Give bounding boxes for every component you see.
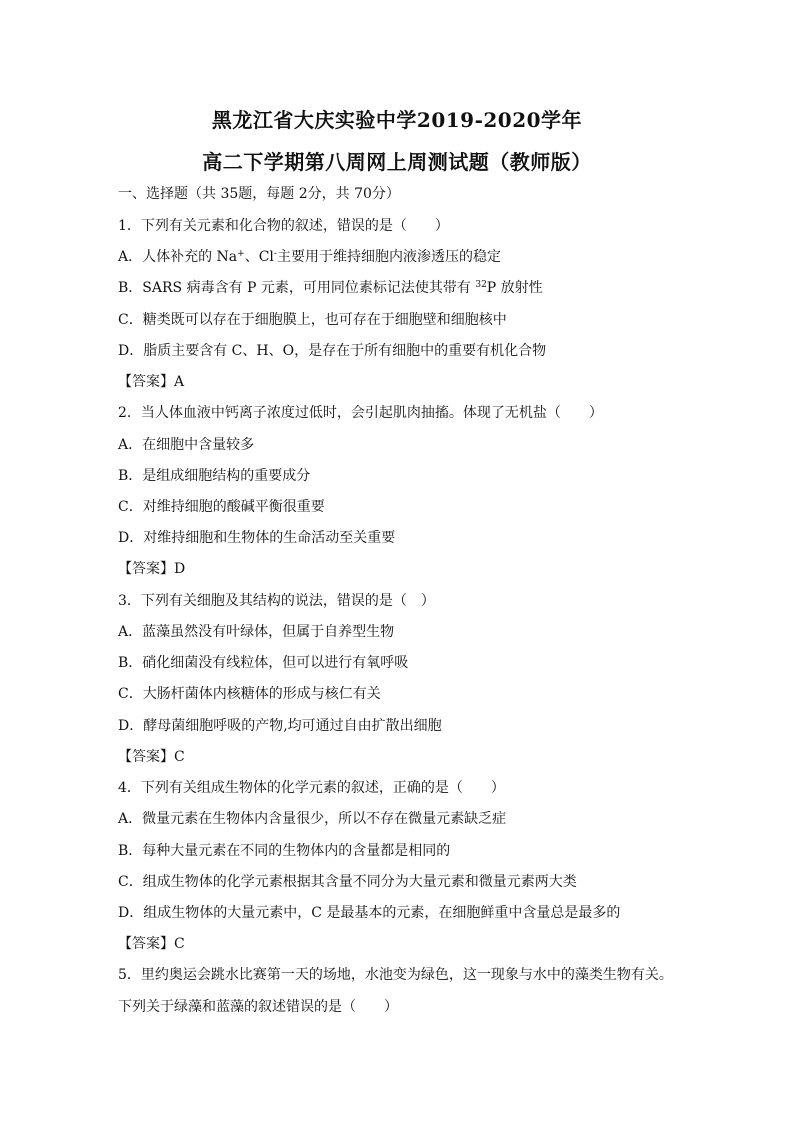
question-3-answer: 【答案】C xyxy=(118,749,185,765)
question-2-option-b: B．是组成细胞结构的重要成分 xyxy=(118,468,311,484)
question-2-option-d: D．对维持细胞和生物体的生命活动至关重要 xyxy=(118,530,396,546)
question-4-option-b: B．每种大量元素在不同的生物体内的含量都是相同的 xyxy=(118,843,451,859)
option-a-text-2: 、Cl xyxy=(244,249,274,265)
question-1-option-d: D．脂质主要含有 C、H、O，是存在于所有细胞中的重要有机化合物 xyxy=(118,343,547,359)
question-3-option-d: D．酵母菌细胞呼吸的产物,均可通过自由扩散出细胞 xyxy=(118,718,442,734)
section-header: 一、选择题（共 35题，每题 2分，共 70分） xyxy=(118,186,400,202)
question-5-stem: 5．里约奥运会跳水比赛第一天的场地，水池变为绿色，这一现象与水中的藻类生物有关。 xyxy=(118,967,673,983)
question-2-option-a: A．在细胞中含量较多 xyxy=(118,437,255,453)
question-3-option-a: A．蓝藻虽然没有叶绿体，但属于自养型生物 xyxy=(118,624,395,640)
question-3-option-b: B．硝化细菌没有线粒体，但可以进行有氧呼吸 xyxy=(118,655,409,671)
question-4-option-d: D．组成生物体的大量元素中，C 是最基本的元素，在细胞鲜重中含量总是最多的 xyxy=(118,905,621,921)
question-4-stem: 4．下列有关组成生物体的化学元素的叙述，正确的是（ ） xyxy=(118,780,505,796)
isotope-mass-number: 32 xyxy=(475,280,487,290)
question-2-stem: 2．当人体血液中钙离子浓度过低时，会引起肌肉抽搐。体现了无机盐（ ） xyxy=(118,405,603,421)
option-a-text-1: A．人体补充的 Na xyxy=(118,249,238,265)
option-b-text-1: B．SARS 病毒含有 P 元素，可用同位素标记法使其带有 xyxy=(118,280,476,296)
question-2-option-c: C．对维持细胞的酸碱平衡很重要 xyxy=(118,499,325,515)
question-4-answer: 【答案】C xyxy=(118,936,185,952)
document-title-line1: 黑龙江省大庆实验中学2019-2020学年 xyxy=(211,108,583,132)
option-b-text-2: P 放射性 xyxy=(486,280,543,296)
question-4-option-a: A．微量元素在生物体内含量很少，所以不存在微量元素缺乏症 xyxy=(118,811,507,827)
question-5-stem-line2: 下列关于绿藻和蓝藻的叙述错误的是（ ） xyxy=(118,999,398,1015)
question-1-option-a xyxy=(118,248,501,266)
question-1-answer: 【答案】A xyxy=(118,374,185,390)
question-1-option-c: C．糖类既可以存在于细胞膜上，也可存在于细胞壁和细胞核中 xyxy=(118,312,507,328)
question-4-option-c: C．组成生物体的化学元素根据其含量不同分为大量元素和微量元素两大类 xyxy=(118,874,577,890)
question-3-option-c: C．大肠杆菌体内核糖体的形成与核仁有关 xyxy=(118,686,381,702)
chloride-charge: - xyxy=(273,249,277,259)
sodium-charge: + xyxy=(237,249,245,259)
question-1-stem: 1．下列有关元素和化合物的叙述，错误的是（ ） xyxy=(118,218,449,234)
question-1-option-b xyxy=(118,279,543,297)
question-2-answer: 【答案】D xyxy=(118,561,186,577)
option-a-text-3: 主要用于维持细胞内液渗透压的稳定 xyxy=(276,249,501,265)
document-title-line2: 高二下学期第八周网上周测试题（教师版） xyxy=(202,150,592,174)
question-3-stem: 3．下列有关细胞及其结构的说法，错误的是（ ） xyxy=(118,593,435,609)
